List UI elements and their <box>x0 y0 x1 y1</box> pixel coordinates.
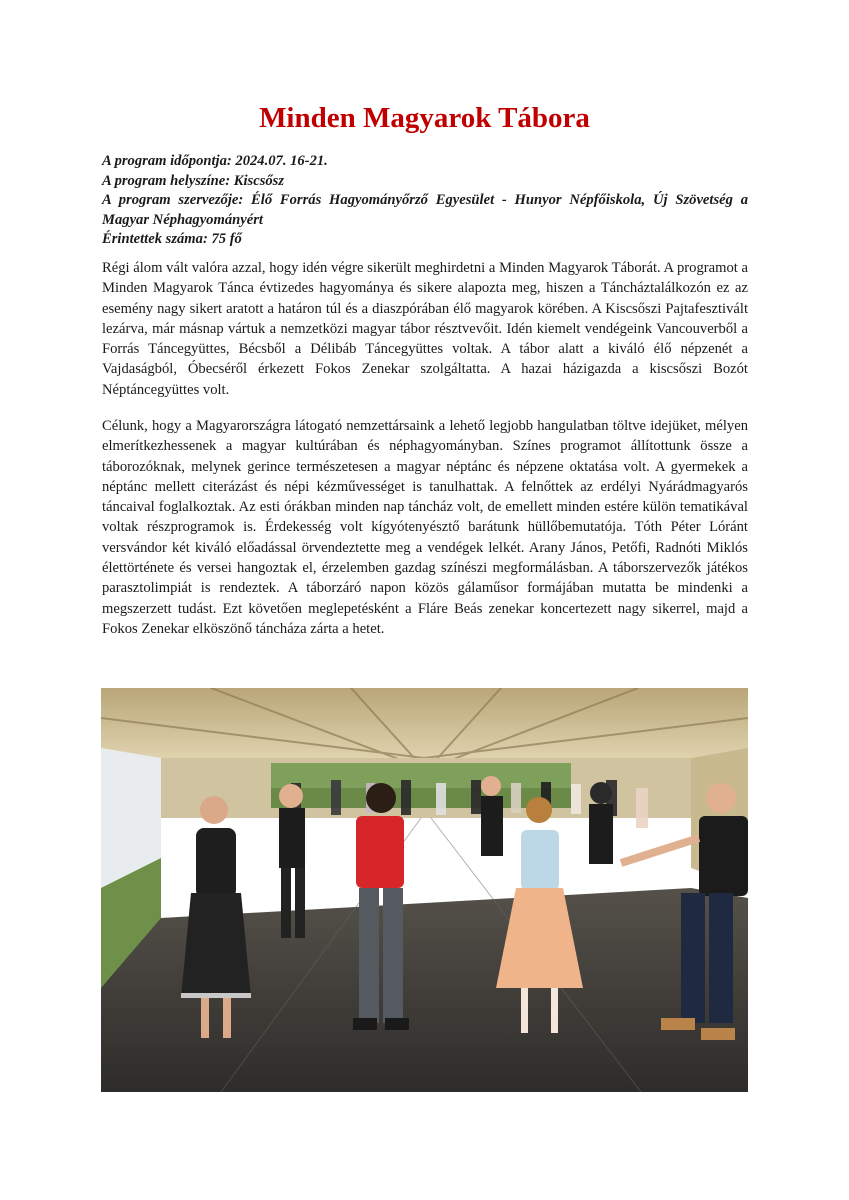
program-date: A program időpontja: 2024.07. 16-21. <box>102 153 328 169</box>
body-paragraph-1: Régi álom vált valóra azzal, hogy idén végre sikerült meghirdetni a Minden Magyarok Táborát. A programot a Minden Magyarok Tánca évtizedes hagyománya és sikere alapozta meg, hiszen a Táncháztalálkozón ez az esemény nagy sikert aratott a határon túl és a diaszpórában élő magyarok körében. A Kiscsőszi Pajtafesztivált lezárva, már másnap vártuk a nemzetközi magyar tábor résztvevőit. Idén kiemelt vendégeink Vancouverből a Forrás Táncegyüttes, Bécsből a Délibáb Táncegyüttes voltak. A tábor alatt a kiváló élő népzenét a Vajdaságból, Óbecséről érkezett Fokos Zenekar szolgáltatta. A hazai házigazda a kiscsőszi Bozót Néptáncegyüttes volt. <box>102 260 748 398</box>
dance-camp-photo <box>101 688 748 1092</box>
program-meta <box>102 152 748 250</box>
program-location: A program helyszíne: Kiscsősz <box>102 172 285 189</box>
page-title: Minden Magyarok Tábora <box>259 102 590 134</box>
program-participants: Érintettek száma: 75 fő <box>102 231 242 247</box>
body-paragraph-2: Célunk, hogy a Magyarországra látogató nemzettársaink a lehető legjobb hangulatban töltve idejüket, mélyen elmerítkezhessenek a magyar kultúrában és néphagyományban. Színes programot állítottunk össze a táborozóknak, melynek gerince természetesen a magyar néptánc és népzene oktatása volt. A gyermekek a néptánc mellett citerázást és népi kézművességet is tanulhattak. A felnőttek az erdélyi Nyárádmagyarós táncaival foglalkoztak. Az esti órákban minden nap táncház volt, de emellett minden estére külön tematikával voltak részprogramok is. Érdekesség volt kígyótenyésztő barátunk hüllőbemutatója. Tóth Péter Lóránt versvándor két kiváló előadással örvendeztette meg a vendégek lelkét. Arany János, Petőfi, Radnóti Miklós élettörténete és versei hangoztak el, érzelemben gazdag színészi megformálásban. A táborszervezők játékos parasztolimpiát is rendeztek. A táborzáró napon közös gálaműsor formájában mutatta be mindenki a megszerzett tudást. Ezt követően meglepetésként a Fláre Beás zenekar koncertezett nagy sikerrel, majd a Fokos Zenekar elköszönő táncháza zárta a hetet. <box>102 418 748 637</box>
program-organizer: A program szervezője: Élő Forrás Hagyományőrző Egyesület - Hunyor Népfőiskola, Új Szövetség a Magyar Néphagyományért <box>102 192 748 228</box>
